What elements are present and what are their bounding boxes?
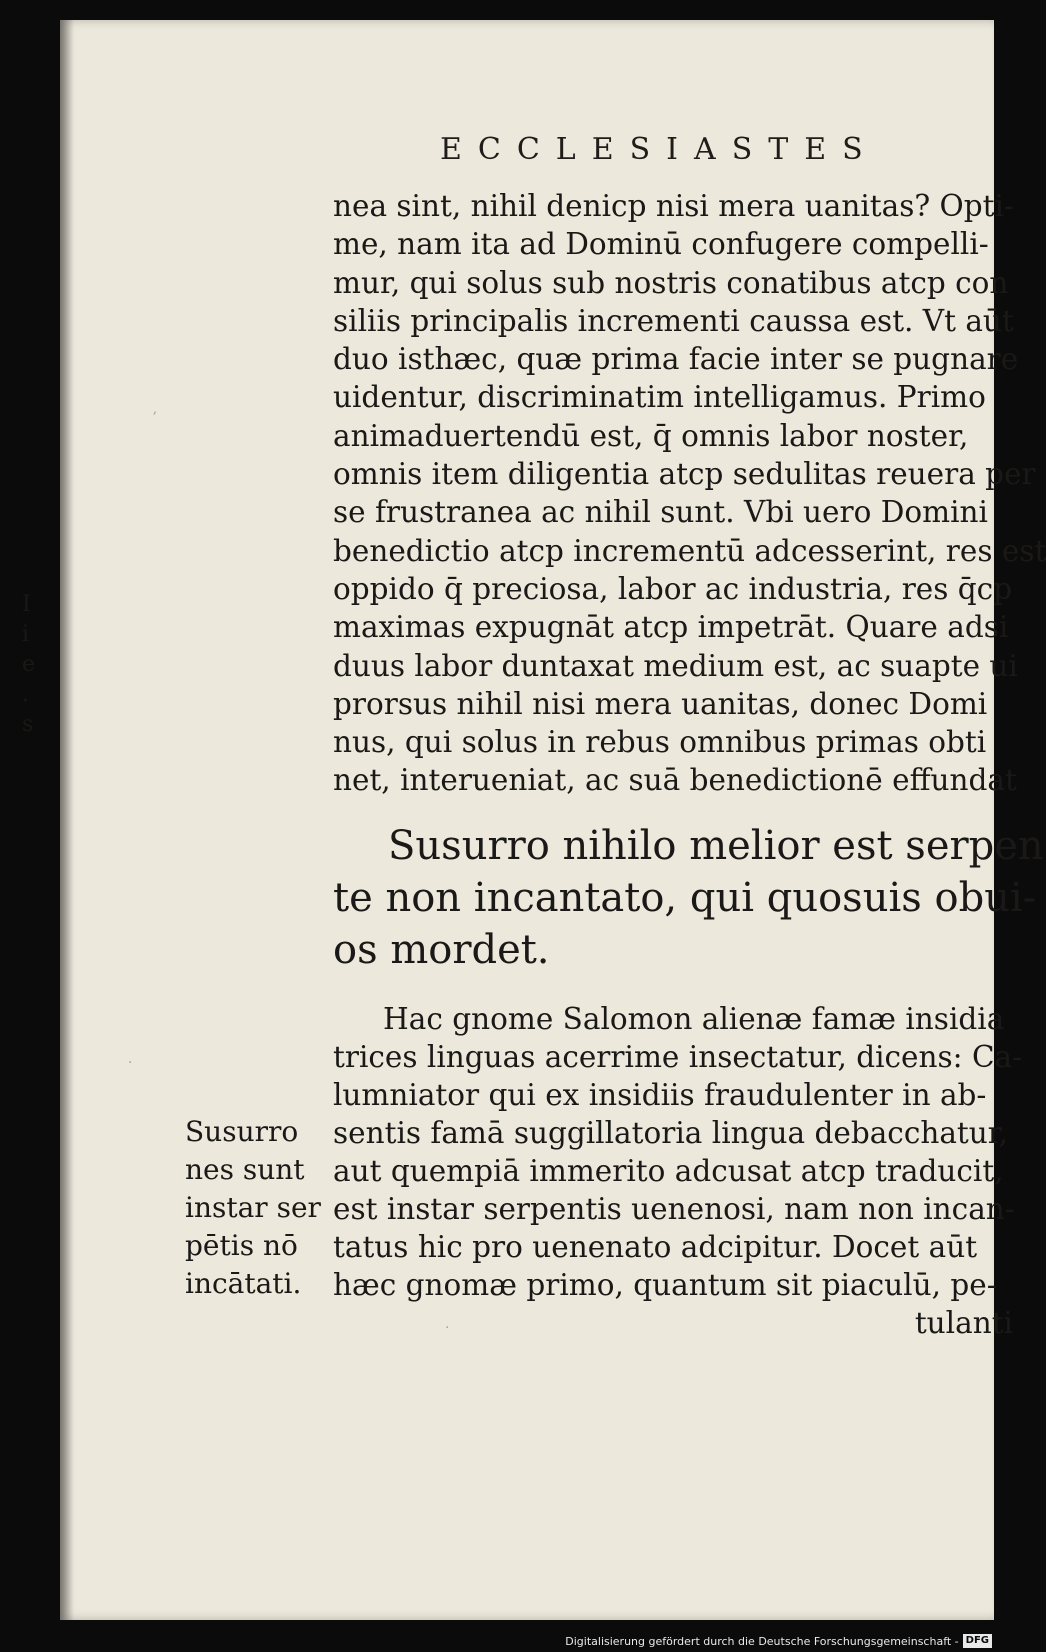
para-line: sentis famā suggillatoria lingua debacchatur, [333,1116,1009,1150]
para-line: hæc gnomæ primo, quantum sit piaculū, pe- [333,1268,997,1302]
para-line: lumniator qui ex insidiis fraudulenter in ab- [333,1078,987,1112]
body-paragraph [333,187,1046,800]
paper-speck: · [445,1320,450,1336]
body-line: nus, qui solus in rebus omnibus primas obti [333,725,987,760]
margin-note [185,1113,321,1303]
body-line: uidentur, discriminatim intelligamus. Primo [333,380,986,415]
body-line: animaduertendū est, q̄ omnis labor noster, [333,418,969,453]
heading-line: te non incantato, qui quosuis obui- [333,875,1037,921]
body-line: duo isthæc, quæ prima facie inter se pugnare [333,342,1019,377]
para-line: est instar serpentis uenenosi, nam non incan- [333,1192,1015,1226]
margin-note-line: incātati. [185,1267,302,1300]
running-head: ECCLESIASTES [440,132,879,167]
body-line: me, nam ita ad Dominū confugere compelli- [333,227,989,262]
margin-note-line: Susurro [185,1115,299,1148]
heading-line: Susurro nihilo melior est serpen [388,823,1044,869]
paper-speck: ʼ [152,410,157,426]
commentary-paragraph [333,1000,1023,1342]
body-line: omnis item diligentia atcp sedulitas reuera per [333,457,1036,492]
heading-line: os mordet. [333,927,550,973]
body-line: net, interueniat, ac suā benedictionē effundat [333,763,1017,798]
para-line: aut quempiā immerito adcusat atcp traducit, [333,1154,1004,1188]
footer-credit [565,1634,992,1648]
body-line: siliis principalis incrementi caussa est. Vt aūt [333,303,1014,338]
paper-speck: · [128,1055,133,1071]
margin-note-line: nes sunt [185,1153,305,1186]
body-line: duus labor duntaxat medium est, ac suapte ui [333,648,1018,683]
para-line: tatus hic pro uenenato adcipitur. Docet aūt [333,1230,978,1264]
margin-note-line: pētis nō [185,1229,298,1262]
body-line: nea sint, nihil denicp nisi mera uanitas? Opti- [333,189,1014,223]
catchword: tulanti [914,1306,1013,1340]
body-line: oppido q̄ preciosa, labor ac industria, res q̄cp [333,571,1013,606]
margin-note-line: instar ser [185,1191,321,1224]
footer-text: Digitalisierung gefördert durch die Deutsche Forschungsgemeinschaft - [565,1634,959,1648]
book-page [60,20,1046,1620]
body-line: mur, qui solus sub nostris conatibus atcp con [333,265,1009,300]
body-line: prorsus nihil nisi mera uanitas, donec Domi [333,686,988,721]
para-line: Hac gnome Salomon alienæ famæ insidia [383,1002,1005,1036]
body-line: maximas expugnāt atcp impetrāt. Quare adsi [333,610,1009,645]
body-line: benedictio atcp incrementū adcesserint, res est [333,533,1046,568]
para-line: trices linguas acerrime insectatur, dicens: Ca- [333,1040,1023,1074]
section-heading [333,820,1044,976]
bleed-through-text: I i e . s [22,592,36,737]
dfg-logo-icon: DFG [963,1634,992,1648]
body-line: se frustranea ac nihil sunt. Vbi uero Domini [333,495,988,530]
